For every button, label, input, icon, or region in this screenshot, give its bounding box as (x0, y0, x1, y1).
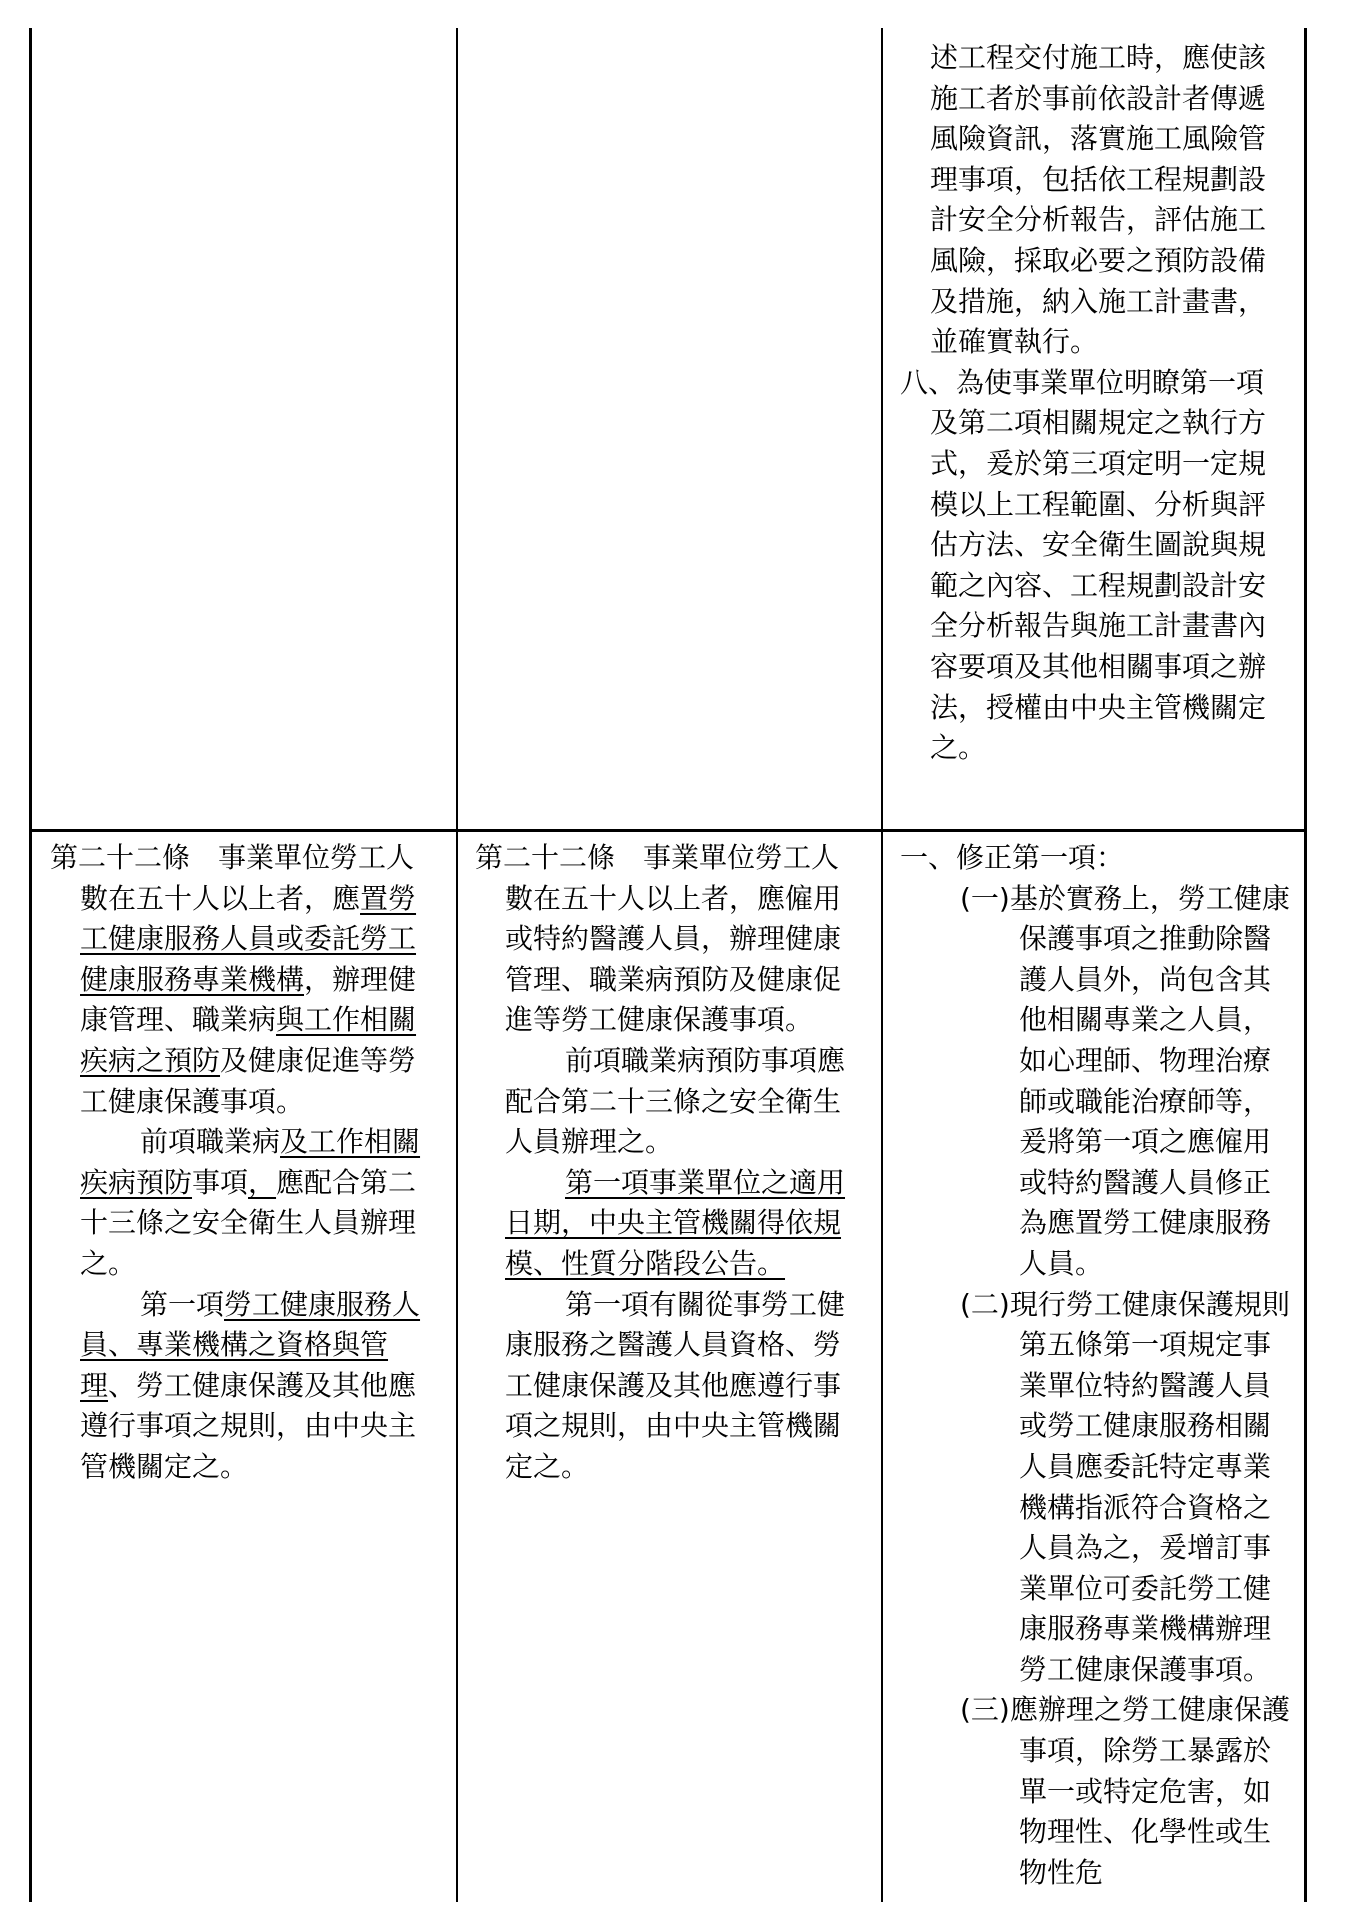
text-segment: 第一項 (140, 1287, 225, 1321)
amended-article-cell (50, 838, 440, 1488)
table-row-divider (31, 829, 1307, 832)
amended-underline: ， (248, 1165, 277, 1199)
amended-underline: 置勞工健康服務人員或委託勞工健康服務專業機構 (80, 881, 417, 996)
explanation-subitem-1: (一)基於實務上，勞工健康保護事項之推動除醫護人員外，尚包含其他相關專業之人員，如心理師、物理治療師或職能治療師等，爰將第一項之應僱用或特約醫護人員修正為應置勞工健康服務人員。 (960, 881, 1290, 1280)
amended-underline: 與工作相關疾病之預防 (80, 1003, 417, 1077)
current-paragraph-4: 第一項有關從事勞工健康服務之醫護人員資格、勞工健康保護及其他應遵行事項之規則，由中央主管機關定之。 (505, 1287, 846, 1483)
text-segment: 及健康促進等勞工健康保護事項。 (80, 1043, 417, 1118)
amended-paragraph-1 (50, 838, 440, 1122)
explanation-subitem-3: (三)應辦理之勞工健康保護事項，除勞工暴露於單一或特定危害，如物理性、化學性或生物性危 (960, 1693, 1290, 1889)
explanation-item-8: 八、為使事業單位明瞭第一項及第二項相關規定之執行方式，爰於第三項定明一定規模以上工程範圍、分析與評估方法、安全衛生圖說與規範之內容、工程規劃設計安全分析報告與施工計畫書內容要項及其他相關事項之辦法，授權由中央主管機關定之。 (900, 365, 1267, 765)
amended-underline: 勞工健康服務人員、專業機構之資格與管理 (80, 1287, 421, 1402)
text-segment: 應配合第二十三條之安全衛生人員辦理之。 (80, 1165, 417, 1280)
current-article-cell (475, 838, 865, 1488)
item7-continued: 述工程交付施工時，應使該施工者於事前依設計者傳遞風險資訊，落實施工風險管理事項，包括依工程規劃設計安全分析報告，評估施工風險，採取必要之預防設備及措施，納入施工計畫書，並確實執行。 (930, 41, 1267, 359)
table-divider-1 (456, 28, 458, 1902)
top-explanation-cell (900, 38, 1288, 769)
article22-explanation-cell (900, 838, 1290, 1893)
text-segment: ，辦理健康管理、職業病 (80, 962, 417, 1037)
current-paragraph-1: 第二十二條 事業單位勞工人數在五十人以上者，應僱用或特約醫護人員，辦理健康管理、職業病預防及健康促進等勞工健康保護事項。 (475, 841, 842, 1037)
text-segment: 前項職業病 (140, 1125, 281, 1159)
text-segment: 、勞工健康保護及其他應遵行事項之規則，由中央主管機關定之。 (80, 1368, 417, 1483)
current-paragraph-3 (475, 1163, 865, 1285)
explanation-item-1: 一、修正第一項： (900, 841, 1125, 874)
explanation-subitem-2: (二)現行勞工健康保護規則第五條第一項規定事業單位特約醫護人員或勞工健康服務相關人員應委託特定專業機構指派符合資格之人員為之，爰增訂事業單位可委託勞工健康服務專業機構辦理勞工健康保護事項。 (960, 1287, 1290, 1686)
table-border-left (29, 28, 32, 1902)
table-border-right (1304, 28, 1307, 1902)
text-segment: 事項 (192, 1165, 249, 1199)
amended-paragraph-2 (50, 1122, 440, 1284)
deleted-underline: 第一項事業單位之適用日期，中央主管機關得依規模、性質分階段公告。 (505, 1165, 846, 1280)
table-divider-2 (881, 28, 883, 1902)
amended-paragraph-3 (50, 1285, 440, 1488)
current-paragraph-2: 前項職業病預防事項應配合第二十三條之安全衛生人員辦理之。 (505, 1043, 846, 1159)
text-segment: 第二十二條 事業單位勞工人數在五十人以上者，應 (50, 841, 415, 915)
amended-underline: 及工作相關疾病預防 (80, 1125, 421, 1199)
